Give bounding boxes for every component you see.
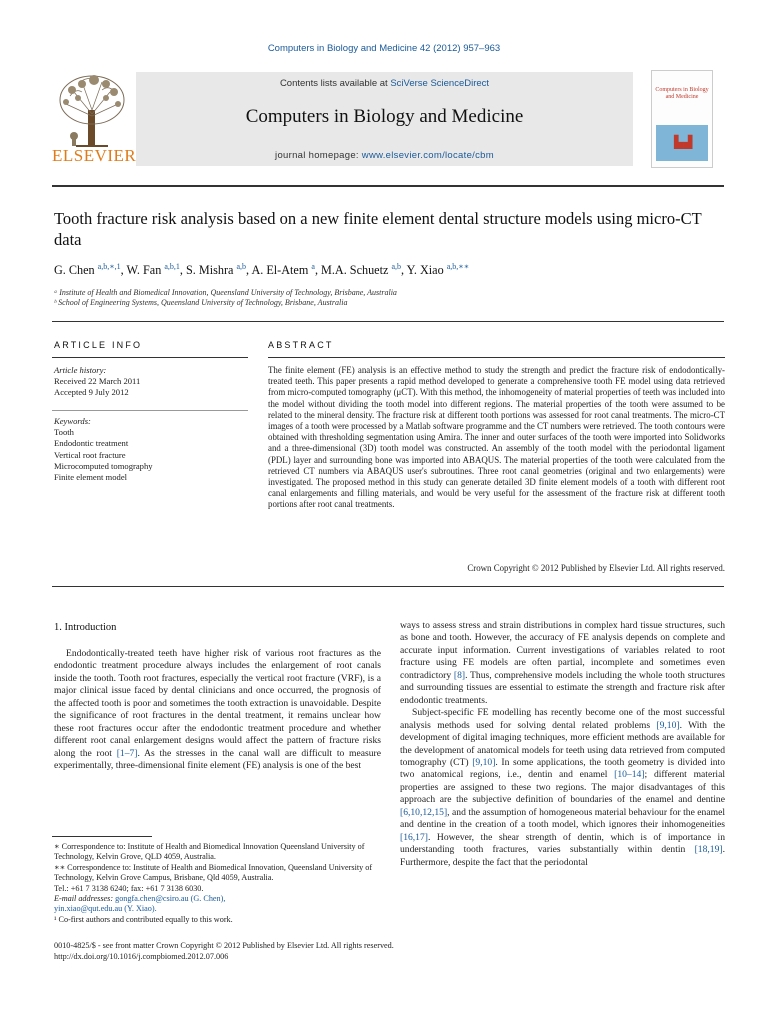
footnote-tel: Tel.: +61 7 3138 6240; fax: +61 7 3138 6030. xyxy=(54,883,204,893)
affiliation-a: ᵃ Institute of Health and Biomedical Innovation, Queensland University of Technology, Brisbane, Australia xyxy=(54,288,397,297)
article-info-heading: ARTICLE INFO xyxy=(54,340,143,350)
affil-rule xyxy=(52,321,724,322)
homepage-link[interactable]: www.elsevier.com/locate/cbm xyxy=(361,150,494,161)
keywords-block xyxy=(54,416,250,483)
history-label: Article history: xyxy=(54,365,107,375)
elsevier-logo xyxy=(52,70,137,166)
right-column-text xyxy=(400,620,725,869)
issn-line: 0010-4825/$ - see front matter Crown Copyright © 2012 Published by Elsevier Ltd. All rights reserved. xyxy=(54,941,394,950)
intro-paragraph-1-cont: ways to assess stress and strain distributions in complex hard tissue structures, such as bone and tooth. However, the accuracy of FE analysis depends on complete and accurate input information. Current investigations of variables related to root fracture using FE models are often partial, incomplete and sometimes even contradictory [8]. Thus, comprehensive models including the whole tooth structures and surrounding tissues are essential to estimate the strength and fracture risk after endodontic treatments. xyxy=(400,620,725,706)
abstract-rule xyxy=(268,357,725,358)
keyword: Tooth xyxy=(54,427,74,438)
journal-citation[interactable]: Computers in Biology and Medicine 42 (2012) 957–963 xyxy=(267,43,501,54)
abstract-text: The finite element (FE) analysis is an effective method to study the strength and predict the fracture risk of endodontically-treated teeth. This paper presents a rapid method developed to generate a comprehensive tooth FE model using data retrieved from micro-computed tomography (μCT). With this method, the inhomogeneity of material properties of teeth was included into the model without dividing the tooth model into different regions. The material properties of the tooth were assumed to be related to the mineral density. The fracture risk at different tooth portions was assessed for root canal treatments. The micro-CT images of a tooth were processed by a Matlab software programme and the CT numbers were retrieved. The tooth contours were obtained with thresholding segmentation using Amira. The inner and outer surfaces of the tooth were imported into Solidworks and a three-dimensional (3D) tooth model was constructed. An assembly of the tooth model with the periodontal ligament (PDL) layer and surrounding bone was imported into ABAQUS. The material properties of the tooth were calculated from the retrieved CT numbers via ABAQUS user's subroutines. Three root canal geometries (original and two enlargements) were investigated. The proposed method in this study can generate detailed 3D finite element models of a tooth with different root canal enlargements and filling materials, and would be very useful for the assessment of the fracture risk at different tooth portions after root canal treatments. xyxy=(268,365,725,510)
citation-link[interactable]: [9,10] xyxy=(472,756,496,768)
citation-link[interactable]: [6,10,12,15] xyxy=(400,806,448,818)
author[interactable]: Y. Xiao $^{a,b,∗∗}$ xyxy=(406,262,470,278)
citation-link[interactable]: [16,17] xyxy=(400,831,428,843)
journal-title: Computers in Biology and Medicine xyxy=(245,106,524,127)
citation-link[interactable]: [8] xyxy=(453,669,466,681)
citation-link[interactable]: [10–14] xyxy=(614,769,645,781)
email-link[interactable]: yin.xiao@qut.edu.au (Y. Xiao). xyxy=(54,904,157,914)
abstract-copyright: Crown Copyright © 2012 Published by Elsevier Ltd. All rights reserved. xyxy=(467,563,725,573)
journal-cover xyxy=(651,70,713,168)
intro-paragraph-1: Endodontically-treated teeth have higher risk of various root fractures as the endodontic treatment procedure always includes the enlargement of root canals inside the tooth. Tooth root fractures, especially the vertical root fracture (VRF), is a major clinical issue faced by dental clinicians and once occurred, the prognosis of the affected tooth is poor and sometimes the tooth extraction is unavoidable. Despite the significance of root fractures in the dental treatment, it remains unclear how these root fractures occur after the endodontic treatment procedure and whether different root canal enlargement designs would affect the pattern of fracture risks along the root [1–7]. As the stresses in the canal wall are difficult to measure experimentally, three-dimensional finite element (FE) analysis is one of the best xyxy=(54,648,382,772)
abstract-heading: ABSTRACT xyxy=(268,340,334,350)
citation-link[interactable]: [1–7] xyxy=(116,747,138,759)
homepage-prefix: journal homepage: xyxy=(275,150,362,161)
keyword: Microcomputed tomography xyxy=(54,460,153,471)
cover-art xyxy=(656,125,708,161)
author-list: G. Chen $^{a,b,∗,1}$, W. Fan $^{a,b,1}$, S. Mishra $^{a,b}$, A. El-Atem $^a$, M.A. Schuetz $^{a,b}$, Y. Xiao $^{a,b,∗∗}$ xyxy=(54,262,470,278)
tree-logo-icon xyxy=(52,70,132,150)
intro-paragraph-2: Subject-specific FE modelling has recently become one of the most successful analysis methods used for solving dental related problems [9,10]. With the development of digital imaging techniques, more efficient methods are available for the development of anatomical models for teeth using data retrieved from computed tomography (CT) [9,10]. In some applications, the tooth geometry is divided into two anatomical regions, i.e., dentin and enamel [10–14]; different material properties are assigned to these two regions. The major disadvantages of this approach are the subjective definition of boundaries of the enamel and dentine [6,10,12,15], and the assumption of homogeneous material behaviour for the enamel and dentine in the creation of a tooth model, which ignores their inhomogeneities [16,17]. However, the shear strength of dentin, which is of importance in understanding tooth fractures, varies substantially within dentin [18,19]. Furthermore, despite the fact that the periodontal xyxy=(400,707,725,868)
article-info-rule xyxy=(52,357,248,358)
cover-logo-icon: ▙▟ xyxy=(674,135,693,149)
keyword: Vertical root fracture xyxy=(54,449,126,460)
keywords-rule xyxy=(52,410,248,411)
footnote-correspondence-1: ∗ Correspondence to: Institute of Health and Biomedical Innovation Queensland University of Technology, Kelvin Grove, QLD 4059, Australia. xyxy=(54,842,365,862)
author[interactable]: A. El-Atem $^a$ xyxy=(251,262,315,278)
affiliation-b: ᵇ School of Engineering Systems, Queensland University of Technology, Brisbane, Australia xyxy=(54,298,348,307)
email-link[interactable]: gongfa.chen@csiro.au (G. Chen), xyxy=(113,894,226,904)
keyword: Endodontic treatment xyxy=(54,438,129,449)
footnotes xyxy=(54,842,381,925)
sciencedirect-link[interactable]: SciVerse ScienceDirect xyxy=(390,78,490,89)
author[interactable]: S. Mishra $^{a,b}$ xyxy=(186,262,247,278)
footnote-cofirst: ¹ Co-first authors and contributed equally to this work. xyxy=(54,914,233,924)
keyword: Finite element model xyxy=(54,472,128,483)
article-history xyxy=(54,365,250,399)
cover-title: Computers in Biology and Medicine xyxy=(655,87,709,100)
section-heading-introduction: 1. Introduction xyxy=(54,622,117,633)
footnote-emails: E-mail addresses: gongfa.chen@csiro.au (G. Chen), xyxy=(54,894,226,904)
author[interactable]: W. Fan $^{a,b,1}$ xyxy=(126,262,180,278)
doi-link[interactable]: http://dx.doi.org/10.1016/j.compbiomed.2012.07.006 xyxy=(54,952,229,961)
left-column-text xyxy=(54,648,381,773)
header-rule xyxy=(52,185,724,187)
contents-prefix: Contents lists available at xyxy=(279,78,391,89)
abstract-bottom-rule xyxy=(52,586,724,587)
homepage-line xyxy=(136,150,633,161)
footnote-correspondence-2: ∗∗ Correspondence to: Institute of Health and Biomedical Innovation, Queensland University of Technology, Kelvin Grove Campus, Brisbane, Qld 4059, Australia. xyxy=(54,862,373,883)
author[interactable]: M.A. Schuetz $^{a,b}$ xyxy=(321,262,401,278)
paper-title: Tooth fracture risk analysis based on a new finite element dental structure models using micro-CT data xyxy=(54,209,702,249)
received-date: Received 22 March 2011 xyxy=(54,376,141,387)
keywords-label: Keywords: xyxy=(54,416,91,426)
citation-link[interactable]: [9,10] xyxy=(656,719,680,731)
author[interactable]: G. Chen $^{a,b,∗,1}$ xyxy=(54,262,121,278)
citation-link[interactable]: [18,19] xyxy=(694,844,723,856)
accepted-date: Accepted 9 July 2012 xyxy=(54,387,129,398)
contents-line xyxy=(136,78,633,89)
publisher-logo-text: ELSEVIER xyxy=(52,146,137,165)
footnote-rule xyxy=(52,836,152,837)
